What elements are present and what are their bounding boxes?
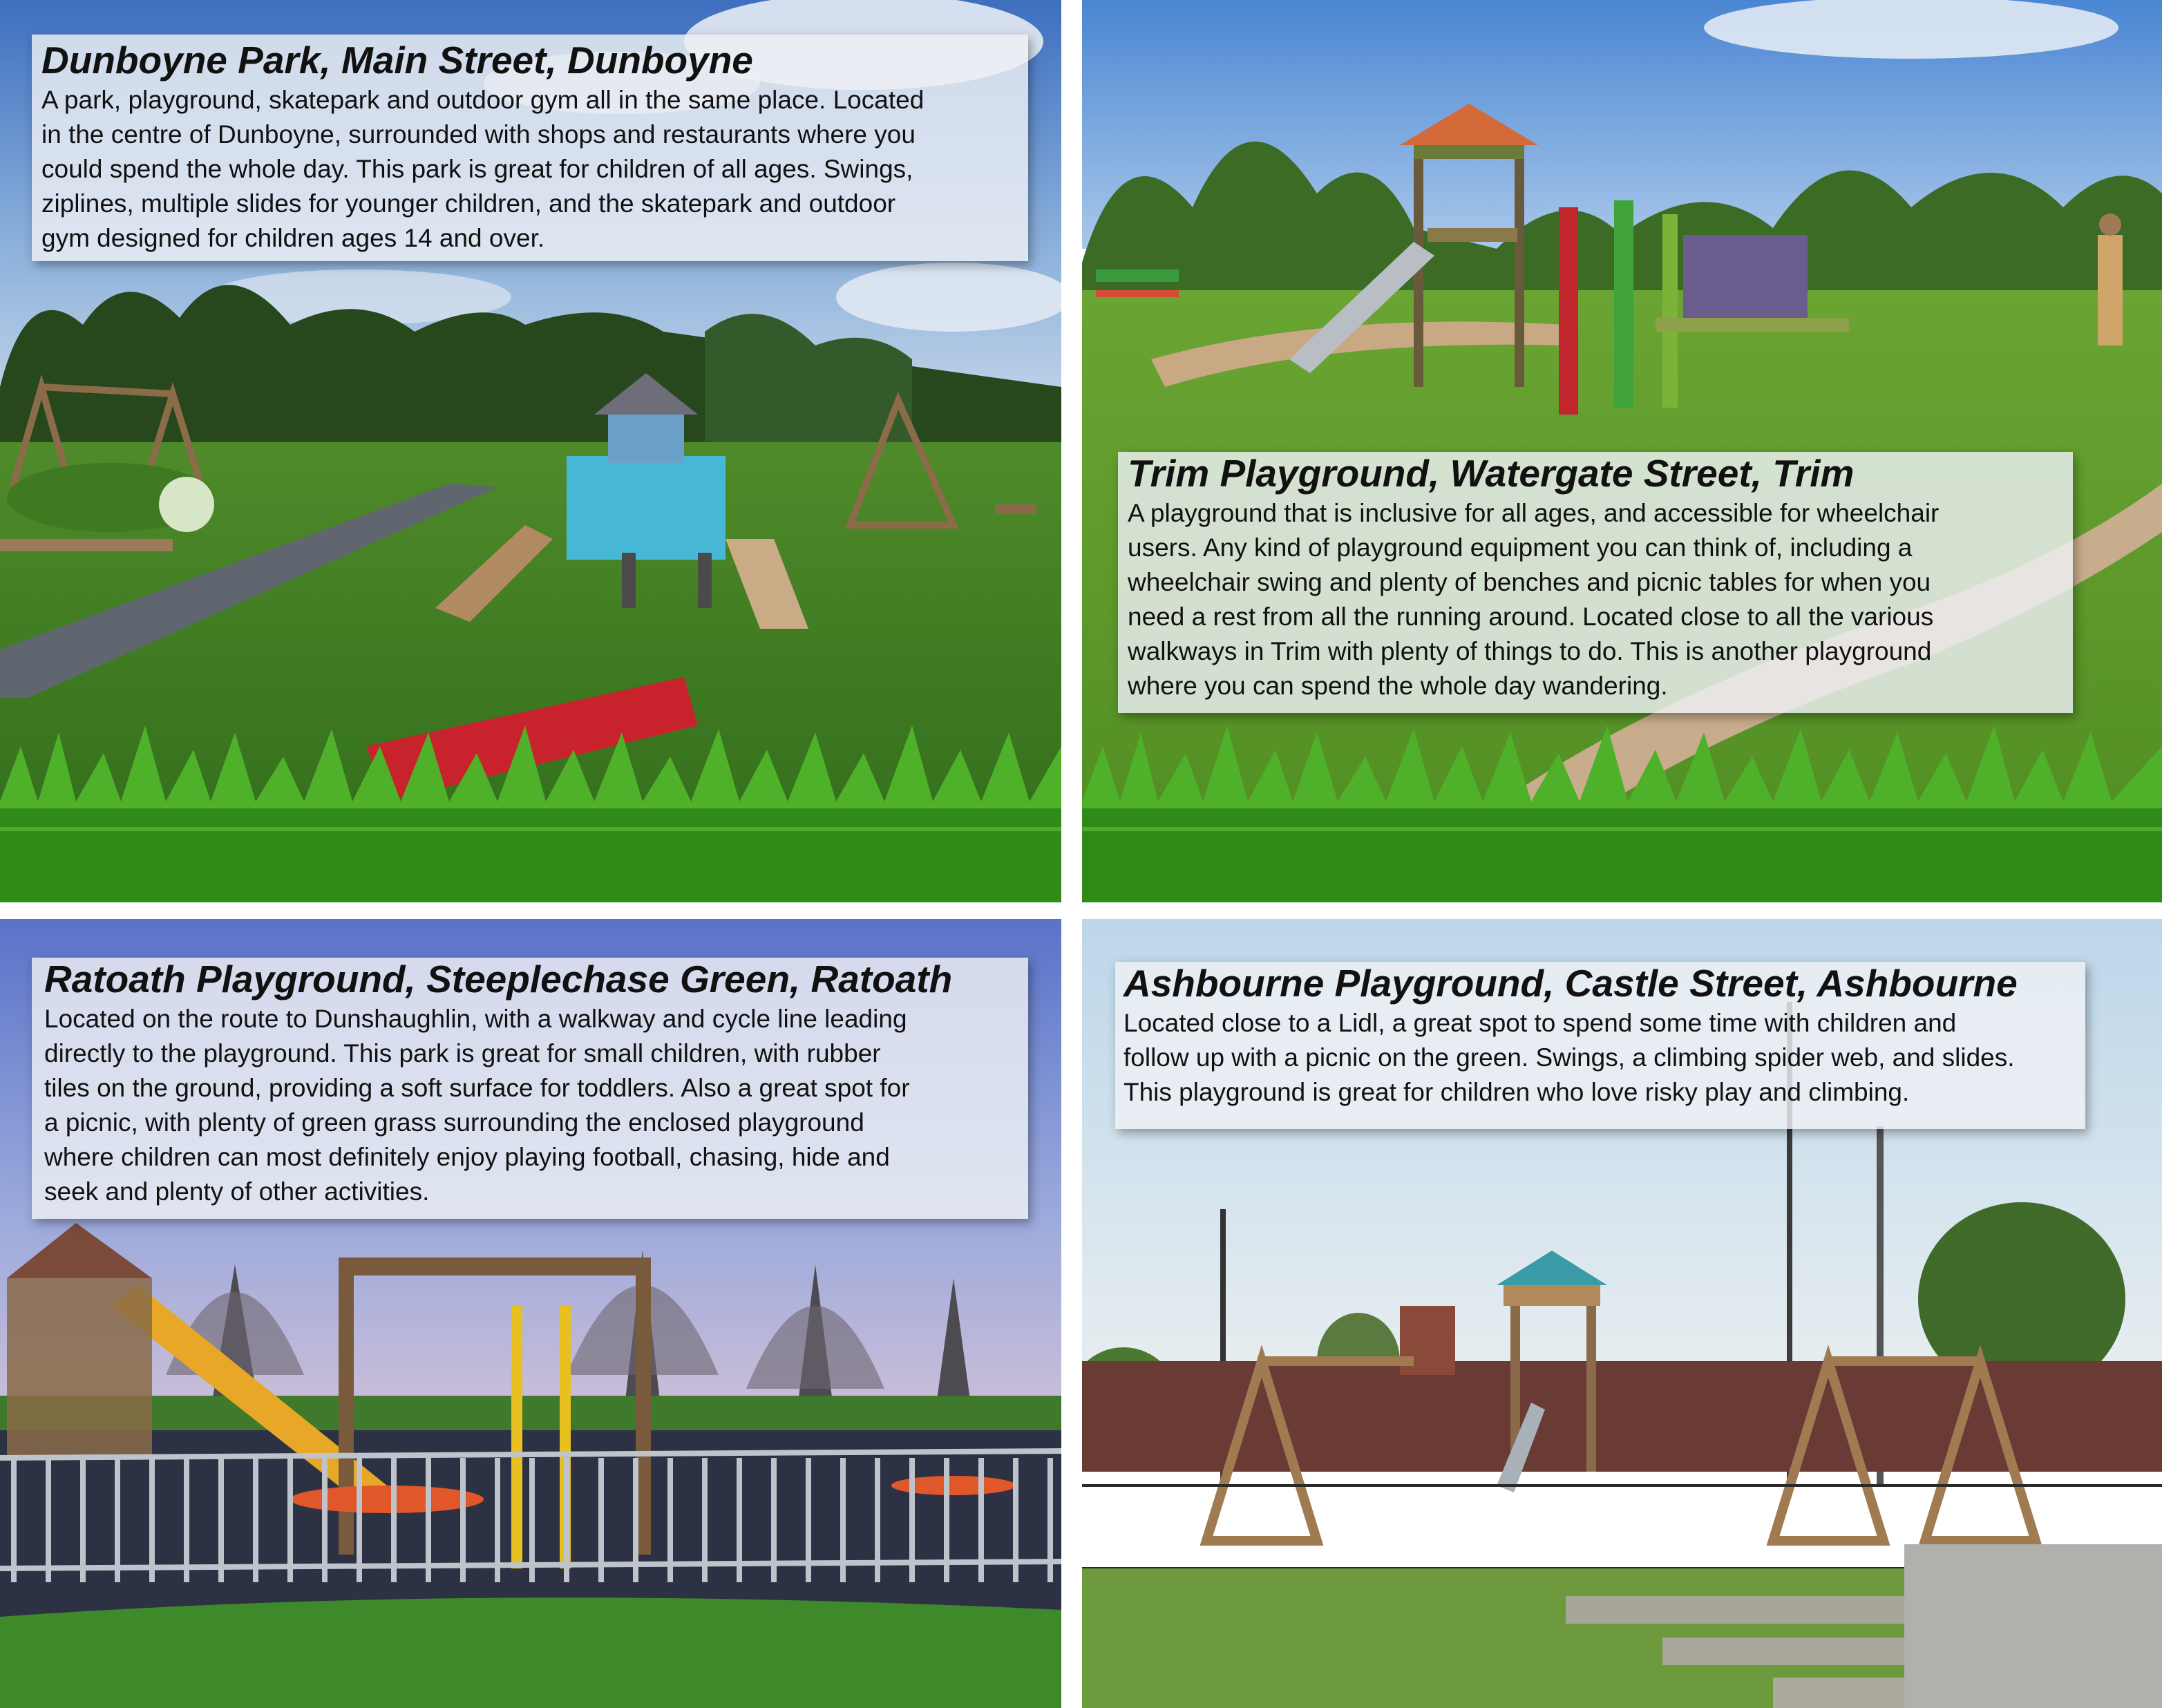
caption-card [32,958,1028,1219]
description-line: ziplines, multiple slides for younger children, and the skatepark and outdoor [41,189,896,218]
description-line: need a rest from all the running around. Located close to all the various [1128,602,1934,631]
park-title: Trim Playground, Watergate Street, Trim [1128,452,1855,495]
description-line: directly to the playground. This park is great for small children, with rubber [44,1039,881,1068]
description-line: seek and plenty of other activities. [44,1177,430,1206]
description-line: A park, playground, skatepark and outdoor gym all in the same place. Located [41,86,924,114]
description-line: Located on the route to Dunshaughlin, with a walkway and cycle line leading [44,1005,907,1033]
description-line: users. Any kind of playground equipment you can think of, including a [1128,533,1913,562]
description-line: a picnic, with plenty of green grass surrounding the enclosed playground [44,1108,864,1137]
park-description [41,83,1018,256]
park-title: Ratoath Playground, Steeplechase Green, Ratoath [44,958,953,1000]
park-description [44,1002,1016,1209]
description-line: This playground is great for children who love risky play and climbing. [1123,1078,1910,1106]
park-description [1128,496,2063,703]
panel-ratoath [0,919,1061,1708]
park-title: Ashbourne Playground, Castle Street, Ashbourne [1123,962,2018,1005]
description-line: A playground that is inclusive for all ages, and accessible for wheelchair [1128,499,1940,527]
park-title: Dunboyne Park, Main Street, Dunboyne [41,39,753,82]
description-line: could spend the whole day. This park is great for children of all ages. Swings, [41,155,913,183]
description-line: in the centre of Dunboyne, surrounded with shops and restaurants where you [41,120,916,149]
trim-playground-photo [1082,0,2162,902]
description-line: gym designed for children ages 14 and over. [41,224,545,252]
park-description [1123,1006,2077,1110]
description-line: where you can spend the whole day wandering. [1128,672,1668,700]
description-line: wheelchair swing and plenty of benches and picnic tables for when you [1128,568,1931,596]
description-line: tiles on the ground, providing a soft surface for toddlers. Also a great spot for [44,1074,910,1102]
description-line: follow up with a picnic on the green. Swings, a climbing spider web, and slides. [1123,1043,2015,1072]
caption-card [1115,962,2085,1129]
caption-card [32,35,1028,261]
description-line: where children can most definitely enjoy playing football, chasing, hide and [44,1143,890,1171]
description-line: walkways in Trim with plenty of things to do. This is another playground [1128,637,1932,665]
caption-card [1118,452,2073,713]
description-line: Located close to a Lidl, a great spot to spend some time with children and [1123,1009,1957,1037]
panel-ashbourne [1082,919,2162,1708]
panel-dunboyne [0,0,1061,902]
panel-trim [1082,0,2162,902]
